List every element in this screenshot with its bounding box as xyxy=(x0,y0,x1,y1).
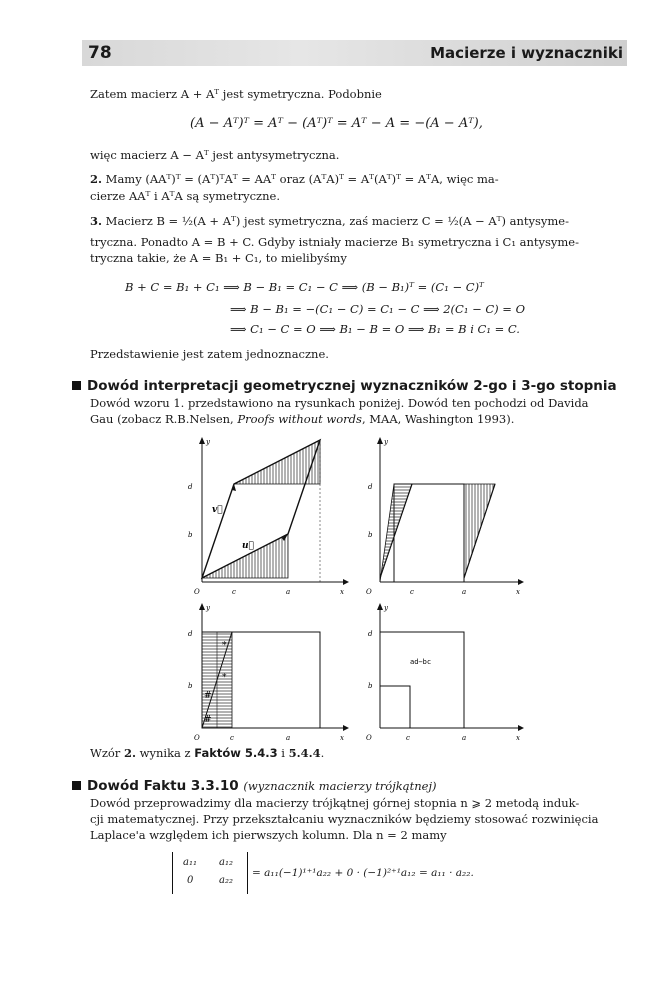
chapter-title: Macierze i wyznaczniki xyxy=(430,44,623,62)
text-line: Dowód przeprowadzimy dla macierzy trójkątnej górnej stopnia n ⩾ 2 metodą induk- xyxy=(90,796,580,810)
item-number: 2. xyxy=(90,172,103,186)
svg-text:c: c xyxy=(406,734,410,742)
svg-text:d: d xyxy=(368,630,373,638)
determinant: a₁₁ a₁₂ 0 a₂₂ xyxy=(172,852,248,894)
svg-text:O: O xyxy=(366,588,372,596)
text-line: tryczna. Ponadto A = B + C. Gdyby istniały macierze B₁ symetryczna i C₁ antysyme- xyxy=(90,235,579,249)
svg-text:c: c xyxy=(410,588,414,596)
equation: (A − Aᵀ)ᵀ = Aᵀ − (Aᵀ)ᵀ = Aᵀ − A = −(A − Aᵀ), xyxy=(190,116,483,131)
origin-label: O xyxy=(194,588,200,596)
text-line: Gau (zobacz R.B.Nelsen, Proofs without words, MAA, Washington 1993). xyxy=(90,412,515,426)
svg-text:O: O xyxy=(366,734,372,742)
vector-v-label: v⃗ xyxy=(212,505,223,515)
figure-area-difference xyxy=(360,600,530,750)
bullet-square-icon xyxy=(72,781,81,790)
section-heading: Dowód Faktu 3.3.10 (wyznacznik macierzy trójkątnej) xyxy=(72,778,437,794)
svg-text:d: d xyxy=(368,483,373,491)
svg-text:y: y xyxy=(384,438,388,446)
section-heading: Dowód interpretacji geometrycznej wyznaczników 2-go i 3-go stopnia xyxy=(72,378,617,394)
area-label: ad−bc xyxy=(410,658,432,666)
tick-c: c xyxy=(232,588,236,596)
svg-text:a: a xyxy=(462,734,467,742)
svg-text:a: a xyxy=(462,588,467,596)
vector-u-label: u⃗ xyxy=(242,541,254,551)
svg-text:x: x xyxy=(516,734,520,742)
svg-text:a: a xyxy=(286,734,291,742)
svg-text:y: y xyxy=(384,604,388,612)
text-line: więc macierz A − Aᵀ jest antysymetryczna. xyxy=(90,148,340,162)
svg-text:d: d xyxy=(188,630,193,638)
text-line: tryczna takie, że A = B₁ + C₁, to mielibyśmy xyxy=(90,251,347,265)
svg-text:x: x xyxy=(340,734,344,742)
svg-text:O: O xyxy=(194,734,200,742)
equation: B + C = B₁ + C₁ ⟹ B − B₁ = C₁ − C ⟹ (B − B₁)ᵀ = (C₁ − C)ᵀ xyxy=(125,280,484,294)
bullet-square-icon xyxy=(72,381,81,390)
text-line: Mamy (AAᵀ)ᵀ = (Aᵀ)ᵀAᵀ = AAᵀ oraz (AᵀA)ᵀ = Aᵀ(Aᵀ)ᵀ = AᵀA, więc ma- xyxy=(105,172,499,186)
figure-rectangle-shear xyxy=(360,432,530,602)
axis-label-x: x xyxy=(340,588,344,596)
svg-text:b: b xyxy=(368,531,373,539)
text-line: Dowód wzoru 1. przedstawiono na rysunkach poniżej. Dowód ten pochodzi od Davida xyxy=(90,396,589,410)
figure-triangles xyxy=(170,600,350,750)
text-line: cji matematycznej. Przy przekształcaniu wyznaczników będziemy stosować rozwinięcia xyxy=(90,812,599,826)
tick-d: d xyxy=(188,483,193,491)
axis-label-y: y xyxy=(206,438,210,446)
tick-a: a xyxy=(286,588,291,596)
equation: ⟹ B − B₁ = −(C₁ − C) = C₁ − C ⟹ 2(C₁ − C) = O xyxy=(230,302,526,316)
svg-text:x: x xyxy=(516,588,520,596)
page-header xyxy=(82,40,627,66)
text-line: Laplace'a względem ich pierwszych kolumn. Dla n = 2 mamy xyxy=(90,828,447,842)
text-line: Przedstawienie jest zatem jednoznaczne. xyxy=(90,347,329,361)
svg-text:b: b xyxy=(188,682,193,690)
figure-parallelogram xyxy=(170,432,350,602)
item-number: 3. xyxy=(90,214,103,228)
svg-text:y: y xyxy=(206,604,210,612)
text-line: Macierz B = ½(A + Aᵀ) jest symetryczna, zaś macierz C = ½(A − Aᵀ) antysyme- xyxy=(105,214,569,228)
svg-text:#: # xyxy=(204,715,212,725)
figure-caption: Wzór 2. wynika z Faktów 5.4.3 i 5.4.4. xyxy=(90,746,325,760)
tick-b: b xyxy=(188,531,193,539)
text-line: cierze AAᵀ i AᵀA są symetryczne. xyxy=(90,189,280,203)
page-number: 78 xyxy=(88,43,112,63)
equation: = a₁₁(−1)¹⁺¹a₂₂ + 0 · (−1)²⁺¹a₁₂ = a₁₁ · a₂₂. xyxy=(252,867,474,879)
svg-text:*: * xyxy=(222,641,227,651)
equation: ⟹ C₁ − C = O ⟹ B₁ − B = O ⟹ B₁ = B i C₁ = C. xyxy=(230,322,520,336)
svg-text:#: # xyxy=(204,691,212,701)
svg-text:b: b xyxy=(368,682,373,690)
svg-text:*: * xyxy=(222,673,227,683)
text-line: Zatem macierz A + Aᵀ jest symetryczna. Podobnie xyxy=(90,87,382,101)
svg-text:c: c xyxy=(230,734,234,742)
